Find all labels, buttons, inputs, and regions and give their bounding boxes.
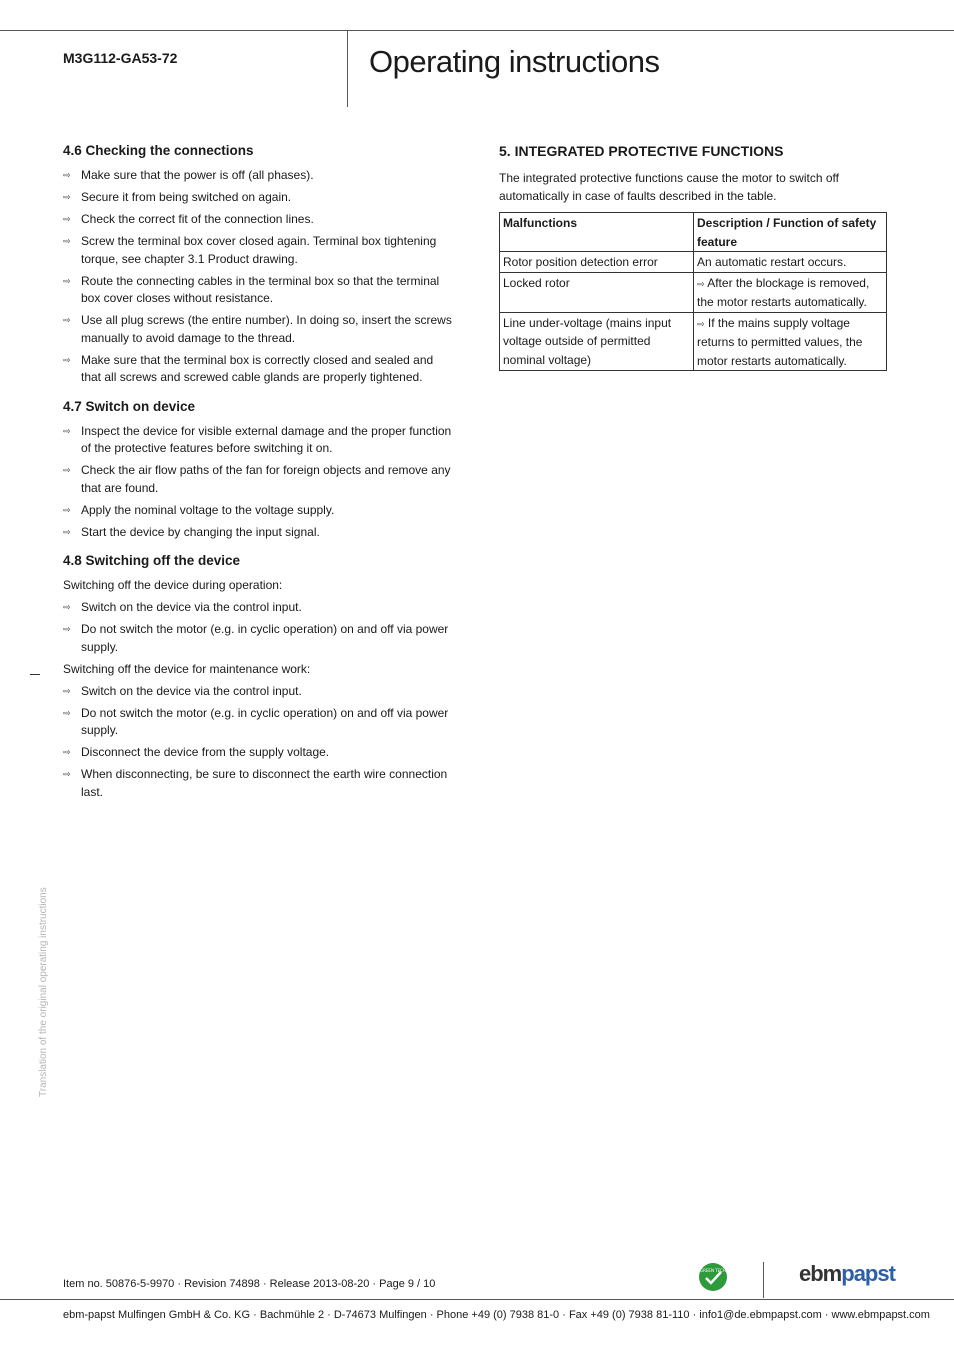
table-row [500,312,887,371]
section-title: 4.7 Switch on device [63,398,196,414]
section-4-7 [63,399,453,542]
item-info: Item no. 50876-5-9970 · Revision 74898 · Release 2013-08-20 · Page 9 / 10 [63,1278,436,1290]
arrow-bullet-icon: ⇨ [63,275,71,286]
section-title: 5. INTEGRATED PROTECTIVE FUNCTIONS [499,143,784,159]
list-item [63,189,453,207]
footer-rule [0,1299,954,1300]
arrow-bullet-icon: ⇨ [63,236,71,246]
list-item [63,312,453,347]
subsection-intro: Switching off the device for maintenance work: [63,661,311,676]
list-item [63,766,453,801]
list-item [63,705,453,740]
bullet-list [63,167,453,387]
table-header-row [500,213,887,252]
list-item [63,167,453,185]
arrow-bullet-icon: ⇨ [63,214,71,224]
margin-mark [30,674,40,675]
arrow-bullet-icon: ⇨ [63,769,71,779]
table-row [500,252,887,273]
header-top-rule [0,30,954,31]
company-info: ebm-papst Mulfingen GmbH & Co. KG · Bachmühle 2 · D-74673 Mulfingen · Phone +49 (0) 7938 81-0 · Fax +49 (0) 7938 81-110 · info1@de.ebmpapst.com · www.ebmpapst.com [63,1309,930,1321]
arrow-bullet-icon: ⇨ [697,278,705,289]
cell-text: After the blockage is removed, the motor restarts automatically. [697,275,870,309]
green-tech-badge-icon [698,1262,728,1292]
list-item-text: Switch on the device via the control input. [81,683,302,698]
table-header-cell: Malfunctions [500,213,694,252]
list-item [63,621,453,656]
section-4-6 [63,143,453,387]
page-title: Operating instructions [369,44,660,79]
list-item-text: When disconnecting, be sure to disconnect the earth wire connection last. [81,767,448,799]
list-item-text: Do not switch the motor (e.g. in cyclic operation) on and off via power supply. [81,622,449,654]
arrow-bullet-icon: ⇨ [63,425,71,436]
list-item-text: Make sure that the terminal box is correctly closed and sealed and that all screws and screwed cable glands are properly tightened. [81,352,434,384]
list-item [63,233,453,268]
list-item-text: Inspect the device for visible external damage and the proper function of the protective features before switching it on. [81,423,452,455]
model-number: M3G112-GA53-72 [63,50,178,66]
arrow-bullet-icon: ⇨ [63,602,71,612]
list-item-text: Disconnect the device from the supply voltage. [81,745,330,759]
list-item-text: Use all plug screws (the entire number). In doing so, insert the screws manually to avoid damage to the thread. [81,313,452,345]
arrow-bullet-icon: ⇨ [63,624,71,634]
list-item [63,599,453,617]
protective-functions-table [499,212,887,371]
header-divider [347,30,348,107]
arrow-bullet-icon: ⇨ [63,465,71,475]
list-item [63,211,453,229]
table-cell: Locked rotor [500,272,694,312]
list-item [63,273,453,308]
table-row [500,272,887,312]
section-intro: The integrated protective functions cause the motor to switch off automatically in case of faults described in the table. [499,171,839,203]
list-item [63,423,453,458]
list-item-text: Apply the nominal voltage to the voltage supply. [81,502,335,517]
section-title: 4.6 Checking the connections [63,143,254,158]
table-cell [694,272,887,312]
side-note: Translation of the original operating instructions [38,887,49,1097]
list-item-text: Secure it from being switched on again. [81,190,292,204]
list-item [63,502,453,520]
arrow-bullet-icon: ⇨ [63,685,71,696]
list-item-text: Start the device by changing the input signal. [81,524,320,539]
right-column [499,143,889,371]
arrow-bullet-icon: ⇨ [63,354,71,365]
list-item [63,744,453,762]
cell-text: If the mains supply voltage returns to permitted values, the motor restarts automatically. [697,315,863,368]
list-item-text: Screw the terminal box cover closed again. Terminal box tightening torque, see chapter 3.1 Product drawing. [81,234,437,266]
section-title: 4.8 Switching off the device [63,553,241,568]
arrow-bullet-icon: ⇨ [63,526,71,537]
list-item [63,683,453,701]
list-item-text: Make sure that the power is off (all phases). [81,168,314,182]
arrow-bullet-icon: ⇨ [63,192,71,202]
arrow-bullet-icon: ⇨ [63,504,71,515]
list-item [63,462,453,497]
list-item-text: Route the connecting cables in the terminal box so that the terminal box cover closes without resistance. [81,273,440,305]
list-item [63,352,453,387]
table-cell: Rotor position detection error [500,252,694,273]
arrow-bullet-icon: ⇨ [697,318,705,329]
footer-divider [763,1262,764,1298]
bullet-list [63,599,453,656]
table-cell [694,312,887,371]
list-item [63,524,453,542]
left-column [63,143,453,813]
list-item-text: Check the air flow paths of the fan for foreign objects and remove any that are found. [81,463,451,495]
list-item-text: Check the correct fit of the connection lines. [81,212,314,226]
badge-text: GREEN TECH [700,1268,726,1273]
arrow-bullet-icon: ⇨ [63,707,71,718]
subsection-intro: Switching off the device during operation: [63,578,283,592]
table-cell: Line under-voltage (mains input voltage outside of permitted nominal voltage) [500,312,694,371]
section-4-8 [63,553,453,801]
arrow-bullet-icon: ⇨ [63,315,71,325]
bullet-list [63,423,453,542]
table-header-cell: Description / Function of safety feature [694,213,887,252]
ebmpapst-logo: ebmpapst [799,1261,895,1286]
arrow-bullet-icon: ⇨ [63,747,71,757]
bullet-list [63,683,453,802]
arrow-bullet-icon: ⇨ [63,170,71,180]
list-item-text: Do not switch the motor (e.g. in cyclic operation) on and off via power supply. [81,705,449,737]
list-item-text: Switch on the device via the control input. [81,600,302,614]
table-cell: An automatic restart occurs. [694,252,887,273]
